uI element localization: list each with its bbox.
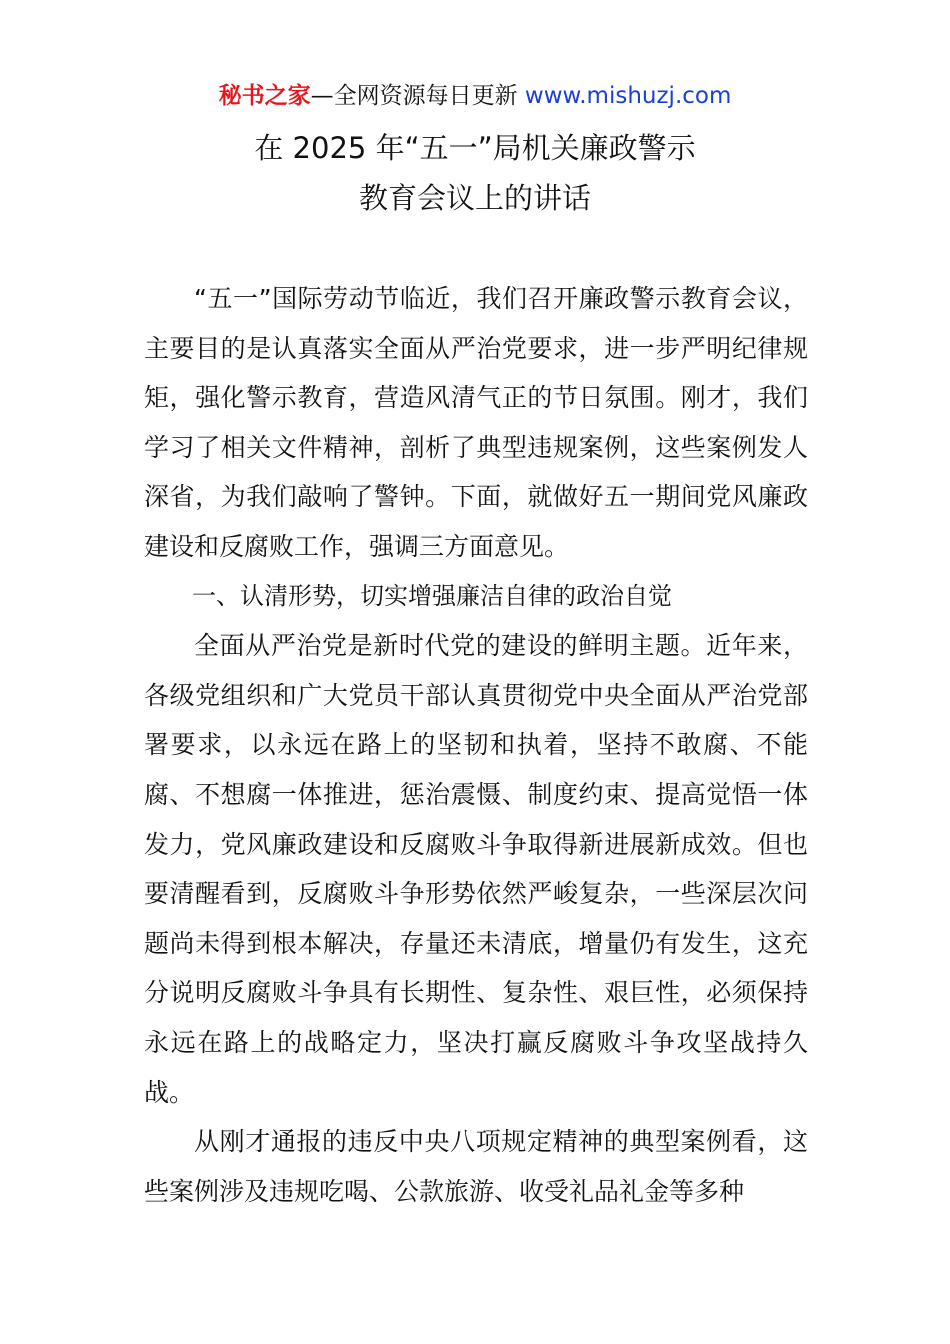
paragraph-situation: 全面从严治党是新时代党的建设的鲜明主题。近年来，各级党组织和广大党员干部认真贯彻党中央全面从严治党部署要求，以永远在路上的坚韧和执着，坚持不敢腐、不能腐、不想腐一体推进，惩治震慑、制度约束、提高觉悟一体发力，党风廉政建设和反腐败斗争取得新进展新成效。但也要清醒看到，反腐败斗争形势依然严峻复杂，一些深层次问题尚未得到根本解决，存量还未清底，增量仍有发生，这充分说明反腐败斗争具有长期性、复杂性、艰巨性，必须保持永远在路上的战略定力，坚决打赢反腐败斗争攻坚战持久战。 <box>144 631 808 1107</box>
document-body <box>144 274 808 1216</box>
banner-url-link[interactable]: www.mishuzj.com <box>524 83 732 109</box>
banner-slogan: —全网资源每日更新 <box>310 83 525 109</box>
banner-brand: 秘书之家 <box>218 83 311 109</box>
site-banner <box>0 80 950 112</box>
paragraph-cases: 从刚才通报的违反中央八项规定精神的典型案例看，这些案例涉及违规吃喝、公款旅游、收受礼品礼金等多种 <box>144 1127 808 1206</box>
section-heading-1: 一、认清形势，切实增强廉洁自律的政治自觉 <box>192 581 672 610</box>
document-title-line-2: 教育会议上的讲话 <box>358 181 591 215</box>
document-title-line-1: 在 2025 年“五一”局机关廉政警示 <box>254 131 696 165</box>
paragraph-intro: “五一”国际劳动节临近，我们召开廉政警示教育会议，主要目的是认真落实全面从严治党要求，进一步严明纪律规矩，强化警示教育，营造风清气正的节日氛围。刚才，我们学习了相关文件精神，剖析了典型违规案例，这些案例发人深省，为我们敲响了警钟。下面，就做好五一期间党风廉政建设和反腐败工作，强调三方面意见。 <box>144 284 808 561</box>
